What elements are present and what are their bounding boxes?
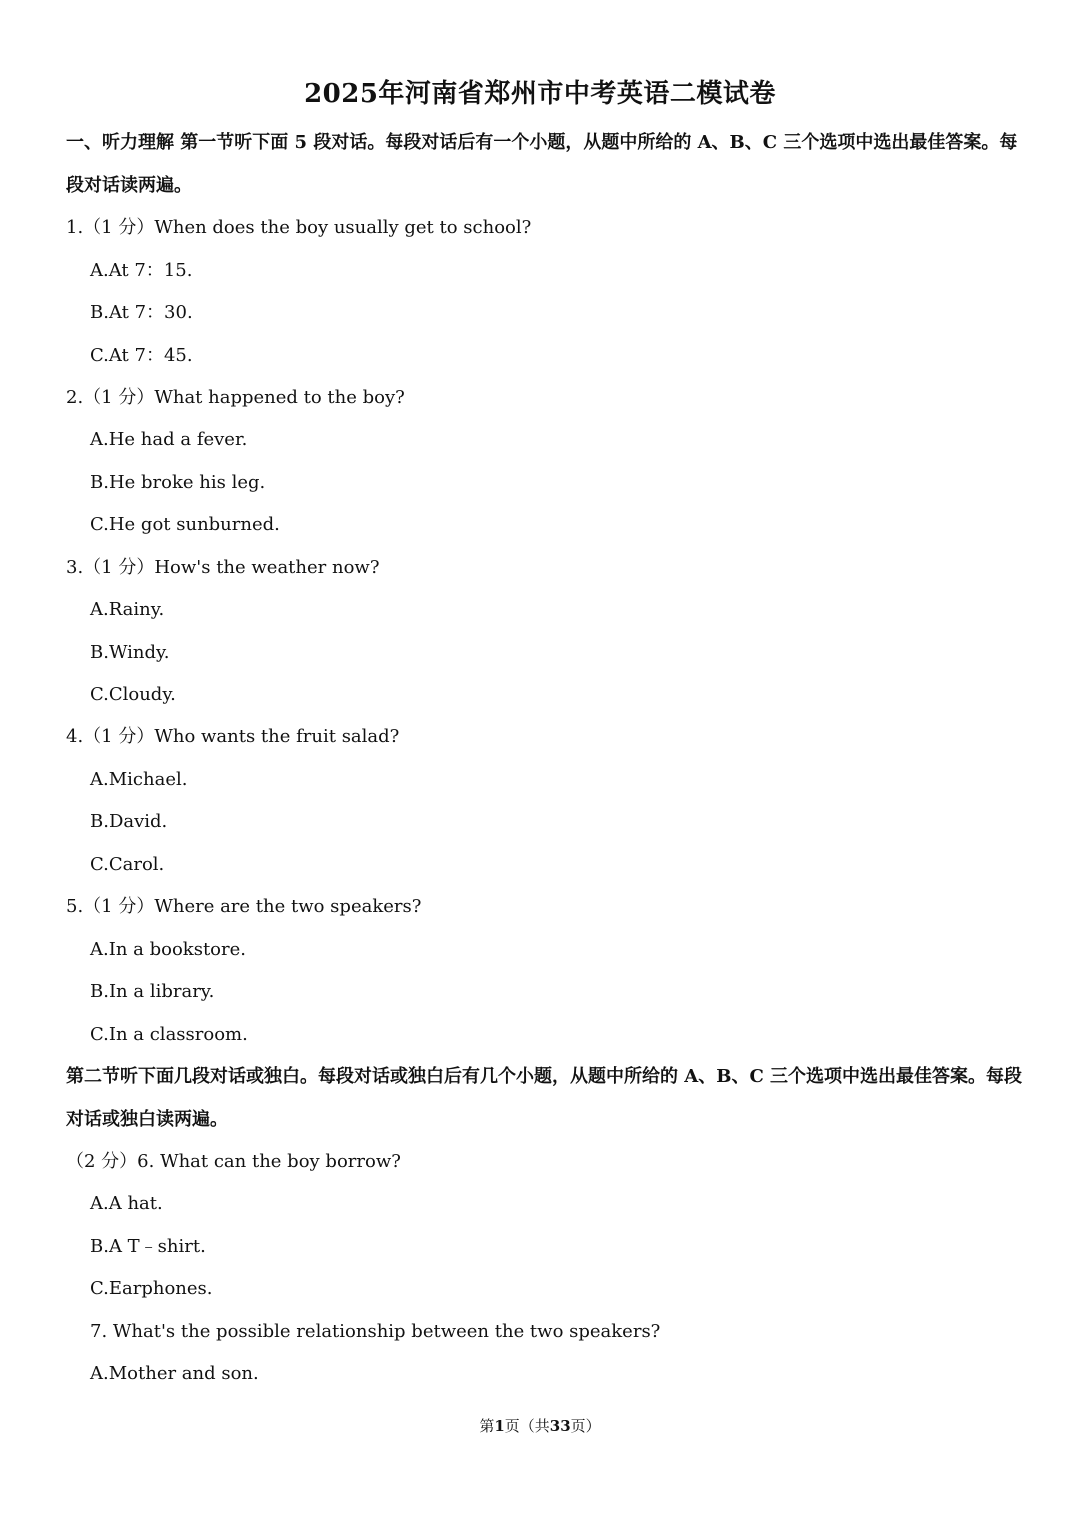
question-1-option-a: A.At 7：15.	[90, 260, 193, 281]
page-footer	[0, 1413, 1080, 1439]
question-3-option-a: A.Rainy.	[90, 599, 165, 620]
question-4-option-c: C.Carol.	[90, 854, 165, 875]
page-title: 2025年河南省郑州市中考英语二模试卷	[304, 79, 776, 109]
question-6-stem: （2 分）6. What can the boy borrow?	[66, 1151, 401, 1172]
question-7-option-a: A.Mother and son.	[90, 1363, 259, 1384]
question-1-option-b: B.At 7：30.	[90, 302, 193, 323]
question-2-option-b: B.He broke his leg.	[90, 472, 266, 493]
question-5-option-b: B.In a library.	[90, 981, 215, 1002]
question-7-stem: 7. What's the possible relationship between the two speakers?	[90, 1321, 661, 1342]
question-4-option-a: A.Michael.	[90, 769, 188, 790]
question-6-option-c: C.Earphones.	[90, 1278, 213, 1299]
question-2-option-a: A.He had a fever.	[90, 429, 248, 450]
footer-page-number: 1	[494, 1417, 505, 1435]
question-6-option-a: A.A hat.	[90, 1193, 163, 1214]
question-1-option-c: C.At 7：45.	[90, 345, 193, 366]
question-5-option-a: A.In a bookstore.	[90, 939, 246, 960]
question-5-stem: 5.（1 分）Where are the two speakers?	[66, 896, 422, 917]
question-3-stem: 3.（1 分）How's the weather now?	[66, 557, 380, 578]
footer-total-pages: 33	[549, 1417, 571, 1435]
footer-prefix: 第	[479, 1417, 495, 1435]
question-1-stem: 1.（1 分）When does the boy usually get to school?	[66, 217, 532, 238]
section2-heading: 第二节听下面几段对话或独白。每段对话或独白后有几个小题，从题中所给的 A、B、C 三个选项中选出最佳答案。每段对话或独白读两遍。	[66, 1066, 1023, 1130]
question-5-option-c: C.In a classroom.	[90, 1024, 248, 1045]
footer-suffix: 页）	[570, 1417, 601, 1435]
question-6-option-b: B.A T﹣shirt.	[90, 1236, 206, 1257]
footer-middle: 页（共	[504, 1417, 550, 1435]
question-3-option-b: B.Windy.	[90, 642, 170, 663]
question-4-stem: 4.（1 分）Who wants the fruit salad?	[66, 726, 400, 747]
question-2-stem: 2.（1 分）What happened to the boy?	[66, 387, 405, 408]
question-4-option-b: B.David.	[90, 811, 168, 832]
question-2-option-c: C.He got sunburned.	[90, 514, 280, 535]
question-3-option-c: C.Cloudy.	[90, 684, 176, 705]
section1-heading: 一、听力理解 第一节听下面 5 段对话。每段对话后有一个小题，从题中所给的 A、B、C 三个选项中选出最佳答案。每段对话读两遍。	[66, 132, 1018, 196]
